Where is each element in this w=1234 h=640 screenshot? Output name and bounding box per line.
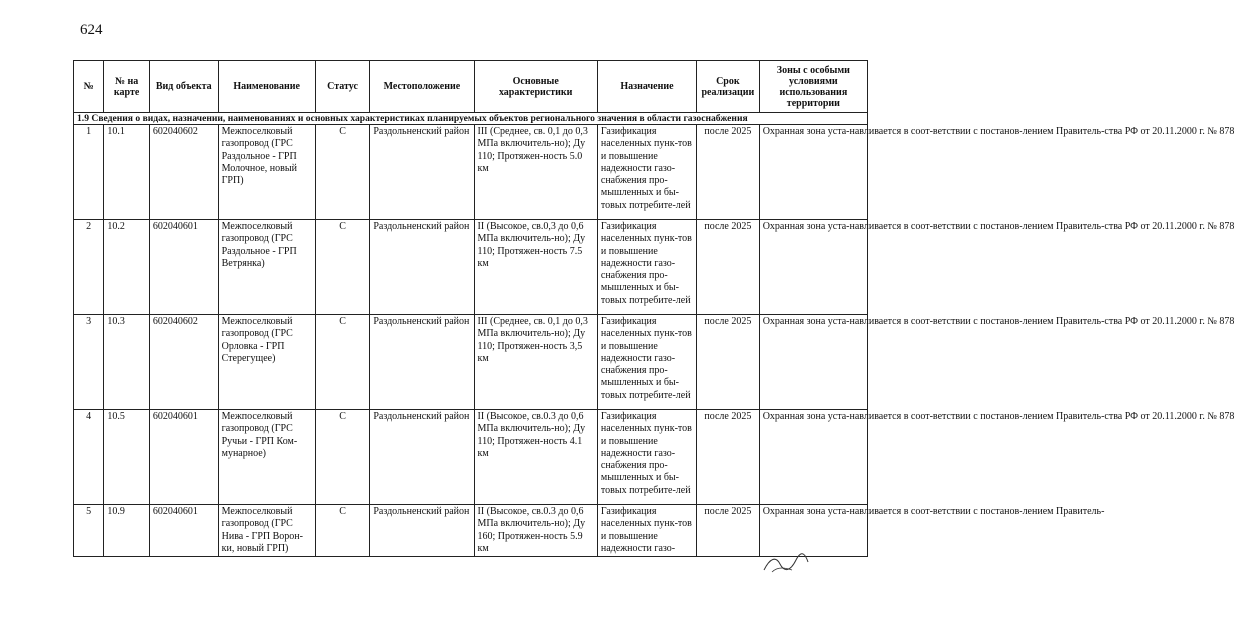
- table-header-row: [74, 61, 868, 113]
- cell-status: С: [315, 505, 370, 557]
- cell-zones: Охранная зона уста-навливается в соот-ветствии с постанов-лением Правитель-ства РФ от 20.11.2000 г. № 878: [759, 315, 867, 410]
- table-row: [74, 315, 868, 410]
- section-title: 1.9 Сведения о видах, назначении, наименованиях и основных характеристиках планируемых объектов регионального значения в области газоснабжения: [74, 113, 868, 125]
- cell-name: Межпоселковый газопровод (ГРС Орловка - ГРП Стерегущее): [218, 315, 315, 410]
- cell-name: Межпоселковый газопровод (ГРС Нива - ГРП Ворон-ки, новый ГРП): [218, 505, 315, 557]
- cell-object-type: 602040601: [149, 505, 218, 557]
- planned-objects-table: [73, 60, 1234, 557]
- cell-object-type: 602040601: [149, 410, 218, 505]
- cell-characteristics: III (Среднее, св. 0,1 до 0,3 МПа включитель-но); Ду 110; Протяжен-ность 3,5 км: [474, 315, 597, 410]
- cell-map-number: 10.5: [104, 410, 150, 505]
- table-row: [74, 410, 868, 505]
- page-number: 624: [80, 22, 103, 38]
- cell-no: 4: [74, 410, 104, 505]
- header-object-type: Вид объекта: [149, 61, 218, 113]
- cell-location: Раздольненский район: [370, 410, 474, 505]
- header-characteristics: Основные характеристики: [474, 61, 597, 113]
- cell-name: Межпоселковый газопровод (ГРС Раздольное - ГРП Молочное, новый ГРП): [218, 125, 315, 220]
- cell-status: С: [315, 410, 370, 505]
- cell-term: после 2025: [697, 220, 760, 315]
- cell-map-number: 10.9: [104, 505, 150, 557]
- table-row: [74, 505, 868, 557]
- cell-zones: Охранная зона уста-навливается в соот-ветствии с постанов-лением Правитель-: [759, 505, 867, 557]
- cell-characteristics: III (Среднее, св. 0,1 до 0,3 МПа включитель-но); Ду 110; Протяжен-ность 5.0 км: [474, 125, 597, 220]
- cell-location: Раздольненский район: [370, 315, 474, 410]
- cell-characteristics: II (Высокое, св.0.3 до 0,6 МПа включитель-но); Ду 160; Протяжен-ность 5.9 км: [474, 505, 597, 557]
- cell-purpose: Газификация населенных пунк-тов и повышение надежности газо-снабжения про-мышленных и бы-товых потребите-лей: [597, 410, 696, 505]
- cell-map-number: 10.2: [104, 220, 150, 315]
- cell-purpose: Газификация населенных пунк-тов и повышение надежности газо-снабжения про-мышленных и бы-товых потребите-лей: [597, 220, 696, 315]
- table-row: [74, 220, 868, 315]
- cell-status: С: [315, 220, 370, 315]
- cell-location: Раздольненский район: [370, 220, 474, 315]
- cell-purpose: Газификация населенных пунк-тов и повышение надежности газо-снабжения про-мышленных и бы-товых потребите-лей: [597, 125, 696, 220]
- cell-purpose: Газификация населенных пунк-тов и повышение надежности газо-: [597, 505, 696, 557]
- cell-purpose: Газификация населенных пунк-тов и повышение надежности газо-снабжения про-мышленных и бы-товых потребите-лей: [597, 315, 696, 410]
- cell-zones: Охранная зона уста-навливается в соот-ветствии с постанов-лением Правитель-ства РФ от 20.11.2000 г. № 878: [759, 125, 867, 220]
- cell-name: Межпоселковый газопровод (ГРС Раздольное - ГРП Ветрянка): [218, 220, 315, 315]
- cell-no: 3: [74, 315, 104, 410]
- cell-location: Раздольненский район: [370, 505, 474, 557]
- cell-term: после 2025: [697, 410, 760, 505]
- cell-term: после 2025: [697, 505, 760, 557]
- cell-term: после 2025: [697, 125, 760, 220]
- cell-map-number: 10.3: [104, 315, 150, 410]
- cell-zones: Охранная зона уста-навливается в соот-ветствии с постанов-лением Правитель-ства РФ от 20.11.2000 г. № 878: [759, 410, 867, 505]
- cell-no: 1: [74, 125, 104, 220]
- cell-term: после 2025: [697, 315, 760, 410]
- table-row: [74, 125, 868, 220]
- header-map-number: № на карте: [104, 61, 150, 113]
- cell-location: Раздольненский район: [370, 125, 474, 220]
- header-name: Наименование: [218, 61, 315, 113]
- header-purpose: Назначение: [597, 61, 696, 113]
- cell-name: Межпоселковый газопровод (ГРС Ручьи - ГРП Ком-мунарное): [218, 410, 315, 505]
- cell-zones: Охранная зона уста-навливается в соот-ветствии с постанов-лением Правитель-ства РФ от 20.11.2000 г. № 878: [759, 220, 867, 315]
- cell-status: С: [315, 125, 370, 220]
- header-status: Статус: [315, 61, 370, 113]
- cell-no: 5: [74, 505, 104, 557]
- cell-status: С: [315, 315, 370, 410]
- header-no: №: [74, 61, 104, 113]
- section-row: [74, 113, 868, 125]
- header-zones: Зоны с особыми условиями использования территории: [759, 61, 867, 113]
- cell-no: 2: [74, 220, 104, 315]
- header-term: Срок реализации: [697, 61, 760, 113]
- cell-object-type: 602040602: [149, 315, 218, 410]
- cell-characteristics: II (Высокое, св.0.3 до 0,6 МПа включитель-но); Ду 110; Протяжен-ность 4.1 км: [474, 410, 597, 505]
- header-location: Местоположение: [370, 61, 474, 113]
- cell-object-type: 602040601: [149, 220, 218, 315]
- cell-map-number: 10.1: [104, 125, 150, 220]
- signature-mark: [762, 552, 810, 574]
- cell-object-type: 602040602: [149, 125, 218, 220]
- cell-characteristics: II (Высокое, св.0,3 до 0,6 МПа включитель-но); Ду 110; Протяжен-ность 7.5 км: [474, 220, 597, 315]
